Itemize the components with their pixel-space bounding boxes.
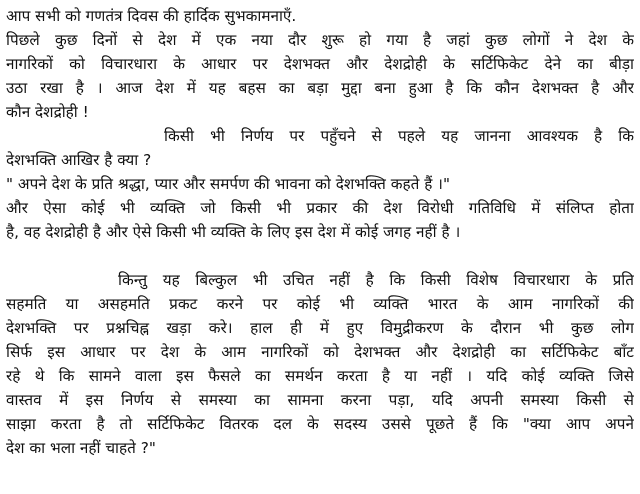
text-line: कौन देशद्रोही ! bbox=[6, 103, 89, 121]
greeting-line: आप सभी को गणतंत्र दिवस की हार्दिक सुभकामनाएँ. bbox=[6, 7, 297, 25]
paragraph-gap bbox=[6, 244, 634, 268]
text-line: किन्तु यह बिल्कुल भी उचित नहीं है कि किसी विशेष विचारधारा के प्रति bbox=[118, 271, 634, 289]
text-line: नागरिकों को विचारधारा के आधार पर देशभक्त और देशद्रोही के सर्टिफिकेट देने का बीड़ा bbox=[6, 55, 634, 73]
text-line: साझा करता है तो सर्टिफिकेट वितरक दल के सदस्य उससे पूछते हैं कि "क्या आप अपने bbox=[6, 415, 634, 433]
paragraph-3 bbox=[6, 268, 634, 460]
text-line: देशभक्ति आखिर है क्या ? bbox=[6, 151, 152, 169]
text-line: देश का भला नहीं चाहते ?" bbox=[6, 439, 156, 457]
text-line: उठा रखा है । आज देश में यह बहस का बड़ा मुद्दा बना हुआ है कि कौन देशभक्त है और bbox=[6, 79, 634, 97]
text-line: सहमति या असहमति प्रकट करने पर कोई भी व्यक्ति भारत के आम नागरिकों की bbox=[6, 295, 634, 313]
text-line: किसी भी निर्णय पर पहुँचने से पहले यह जानना आवश्यक है कि bbox=[164, 127, 634, 145]
text-line: वास्तव में इस निर्णय से समस्या का सामना करना पड़ा, यदि अपनी समस्या किसी से bbox=[6, 391, 634, 409]
text-line: है, वह देशद्रोही है और ऐसे किसी भी व्यक्ति के लिए इस देश में कोई जगह नहीं है । bbox=[6, 223, 461, 241]
text-line: देशभक्ति पर प्रश्नचिह्न खड़ा करे। हाल ही में हुए विमुद्रीकरण के दौरान भी कुछ लोग bbox=[6, 319, 634, 337]
paragraph-1 bbox=[6, 28, 634, 124]
text-line: सिर्फ इस आधार पर देश के आम नागरिकों को देशभक्त और देशद्रोही का सर्टिफिकेट बाँट bbox=[6, 343, 634, 361]
paragraph-2 bbox=[6, 124, 634, 244]
text-line: और ऐसा कोई भी व्यक्ति जो किसी भी प्रकार की देश विरोधी गतिविधि में संलिप्त होता bbox=[6, 199, 634, 217]
quote-line: " अपने देश के प्रति श्रद्धा, प्यार और समर्पण की भावना को देशभक्ति कहते हैं ।" bbox=[6, 175, 451, 193]
text-line: पिछले कुछ दिनों से देश में एक नया दौर शुरू हो गया है जहां कुछ लोगों ने देश के bbox=[6, 31, 634, 49]
text-line: रहे थे कि सामने वाला इस फैसले का समर्थन करता है या नहीं । यदि कोई व्यक्ति जिसे bbox=[6, 367, 634, 385]
